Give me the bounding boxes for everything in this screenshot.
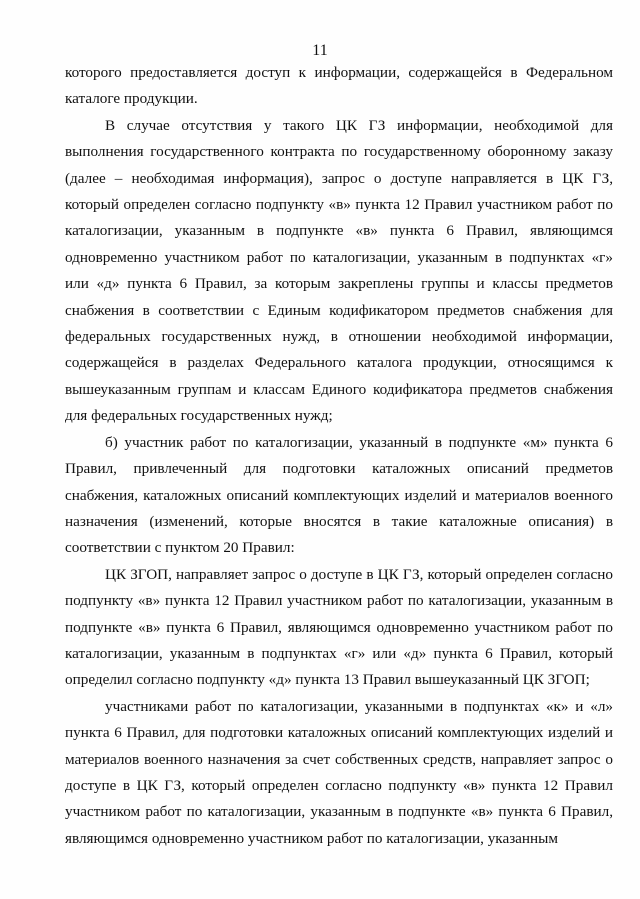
paragraph-subitem-b: б) участник работ по каталогизации, указанный в подпункте «м» пункта 6 Правил, привлеченный для подготовки каталожных описаний предметов снабжения, каталожных описаний комплектующих изделий и материалов военного назначения (изменений, которые вносятся в такие каталожные описания) в соответствии с пунктом 20 Правил: [65, 433, 613, 557]
paragraph-continuation: которого предоставляется доступ к информации, содержащейся в Федеральном каталоге продукции. [65, 64, 613, 108]
page-number: 11 [312, 42, 328, 59]
paragraph-participants: участниками работ по каталогизации, указанными в подпунктах «к» и «л» пункта 6 Правил, для подготовки каталожных описаний комплектующих изделий и материалов военного назначения за счет собственных средств, направляет запрос о доступе в ЦК ГЗ, который определен согласно подпункту «в» пункта 12 Правил участником работ по каталогизации, указанным в подпункте «в» пункта 6 Правил, являющимся одновременно участником работ по каталогизации, указанным [65, 697, 613, 847]
paragraph-missing-information: В случае отсутствия у такого ЦК ГЗ информации, необходимой для выполнения государственного контракта по государственному оборонному заказу (далее – необходимая информация), запрос о доступе направляется в ЦК ГЗ, который определен согласно подпункту «в» пункта 12 Правил участником работ по каталогизации, указанным в подпункте «в» пункта 6 Правил, являющимся одновременно участником работ по каталогизации, указанным в подпунктах «г» или «д» пункта 6 Правил, за которым закреплены группы и классы предметов снабжения в соответствии с Единым кодификатором предметов снабжения для федеральных государственных нужд, в отношении необходимой информации, содержащейся в разделах Федерального каталога продукции, относящимся к вышеуказанным группам и классам Единого кодификатора предметов снабжения для федеральных государственных нужд; [65, 116, 613, 425]
paragraph-ck-zgop: ЦК ЗГОП, направляет запрос о доступе в ЦК ГЗ, который определен согласно подпункту «в» пункта 12 Правил участником работ по каталогизации, указанным в подпункте «в» пункта 6 Правил, являющимся одновременно участником работ по каталогизации, указанным в подпунктах «г» или «д» пункта 6 Правил, который определил согласно подпункту «д» пункта 13 Правил вышеуказанный ЦК ЗГОП; [65, 565, 613, 689]
document-body [65, 60, 613, 852]
